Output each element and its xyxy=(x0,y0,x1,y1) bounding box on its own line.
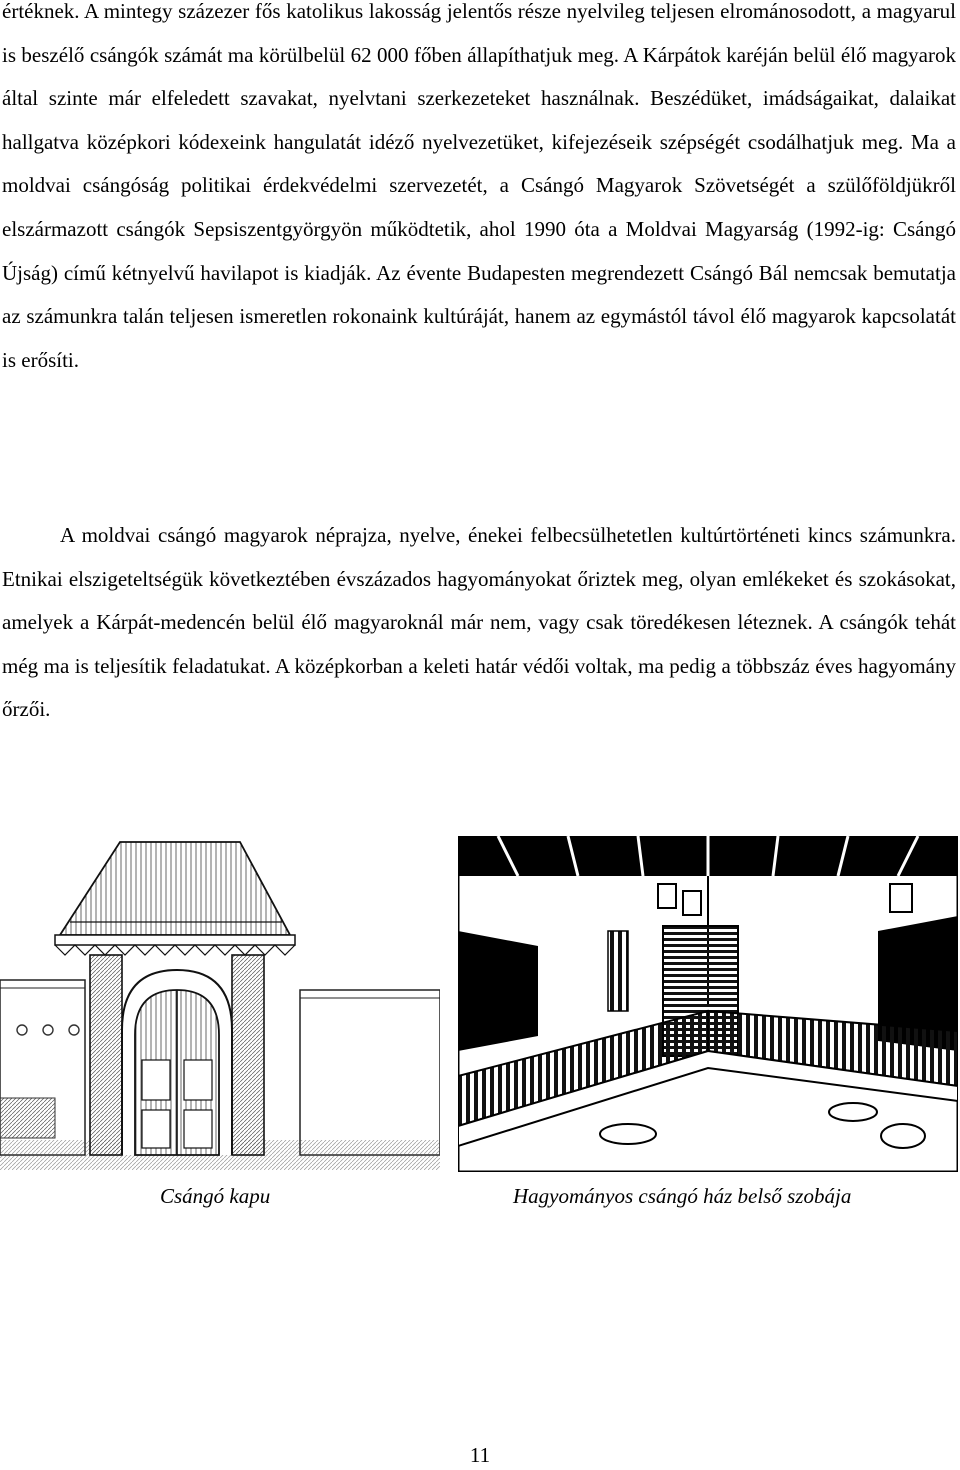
csango-gate-illustration xyxy=(0,830,440,1180)
figure-caption-right: Hagyományos csángó ház belső szobája xyxy=(513,1184,852,1208)
csango-room-illustration xyxy=(458,836,958,1172)
paragraph-1: értéknek. A mintegy százezer fős katolikus lakosság jelentős része nyelvileg teljesen elrománosodott, a magyarul is beszélő csángók számát ma körülbelül 62 000 főben állapíthatjuk meg. A Kárpátok karéján belül élő magyarok által szinte már elfeledett szavakat, nyelvtani szerkezeteket használnak. Beszédüket, imádságaikat, dalaikat hallgatva középkori kódexeink hangulatát idéző nyelvezetüket, kifejezéseik szépségét csodálhatjuk meg. Ma a moldvai csángóság politikai érdekvédelmi szervezetét, a Csángó Magyarok Szövetségét a szülőföldjükről elszármazott csángók Sepsiszentgyörgyön működtetik, ahol 1990 óta a Moldvai Magyarság (1992-ig: Csángó Újság) című kétnyelvű havilapot is kiadják. Az évente Budapesten megrendezett Csángó Bál nemcsak bemutatja az számunkra talán teljesen ismeretlen rokonaink kultúráját, hanem az egymástól távol élő magyarok kapcsolatát is erősíti. xyxy=(2,0,956,372)
page-number: 11 xyxy=(469,1443,491,1467)
paragraph-2: A moldvai csángó magyarok néprajza, nyelve, énekei felbecsülhetetlen kultúrtörténeti kincs számunkra. Etnikai elszigeteltségük következtében évszázados hagyományokat őriztek meg, olyan emlékeket és szokásokat, amelyek a Kárpát-medencén belül élő magyaroknál már nem, vagy csak töredékesen léteznek. A csángók tehát még ma is teljesítik feladatukat. A középkorban a keleti határ védői voltak, ma pedig a többszáz éves hagyomány őrzői. xyxy=(2,523,956,722)
figure-caption-left: Csángó kapu xyxy=(160,1184,271,1208)
